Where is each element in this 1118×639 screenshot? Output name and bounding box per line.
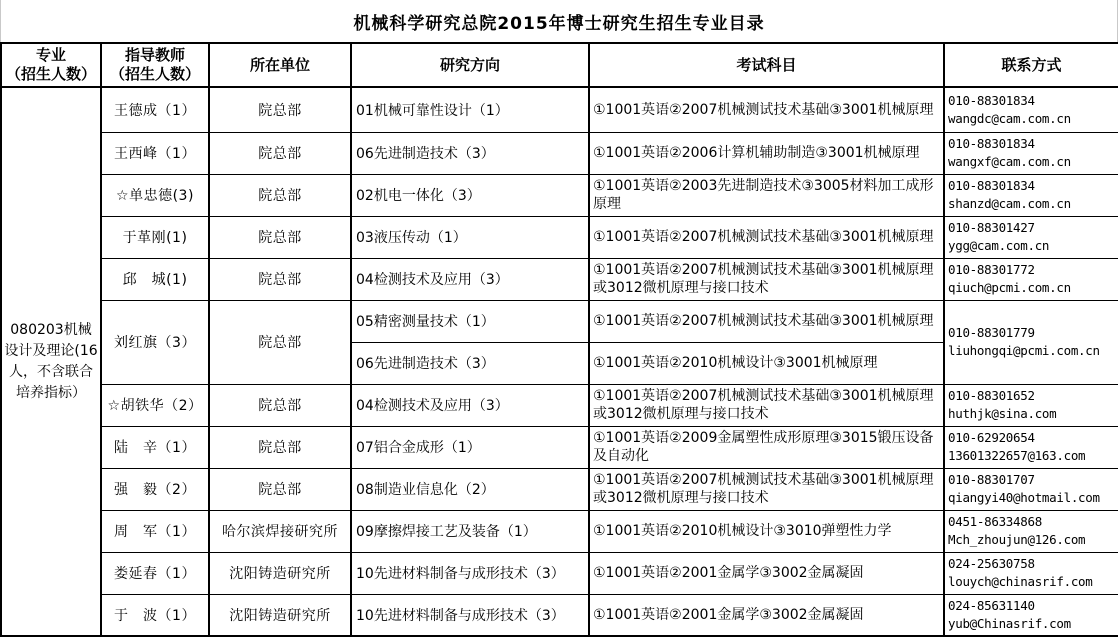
- table-row: [1, 552, 1118, 594]
- unit-cell: 院总部: [209, 384, 351, 426]
- admissions-table: [0, 42, 1118, 637]
- col-header-direction: 研究方向: [351, 43, 589, 87]
- table-row: [1, 87, 1118, 132]
- advisor-cell: ☆胡铁华（2）: [101, 384, 209, 426]
- contact-email: qiangyi40@hotmail.com: [948, 490, 1100, 505]
- exam-cell: ①1001英语②2006计算机辅助制造③3001机械原理: [589, 132, 944, 174]
- contact-cell: [944, 552, 1118, 594]
- table-row: [1, 426, 1118, 468]
- exam-cell: ①1001英语②2010机械设计③3001机械原理: [589, 342, 944, 384]
- advisor-cell: 王西峰（1）: [101, 132, 209, 174]
- contact-email: wangxf@cam.com.cn: [948, 154, 1071, 169]
- advisor-cell: 于革刚(1): [101, 216, 209, 258]
- contact-email: shanzd@cam.com.cn: [948, 196, 1071, 211]
- contact-phone: 024-25630758: [948, 555, 1035, 571]
- advisor-cell: 娄延春（1）: [101, 552, 209, 594]
- direction-cell: 02机电一体化（3）: [351, 174, 589, 216]
- table-row: [1, 258, 1118, 300]
- table-row: [1, 300, 1118, 342]
- contact-phone: 010-88301707: [948, 471, 1035, 487]
- table-row: [1, 174, 1118, 216]
- advisor-cell: 邱 城(1): [101, 258, 209, 300]
- advisor-cell: 强 毅（2）: [101, 468, 209, 510]
- direction-cell: 04检测技术及应用（3）: [351, 384, 589, 426]
- contact-phone: 0451-86334868: [948, 513, 1042, 529]
- contact-cell: [944, 132, 1118, 174]
- unit-cell: 院总部: [209, 300, 351, 384]
- advisor-cell: 周 军（1）: [101, 510, 209, 552]
- contact-cell: [944, 174, 1118, 216]
- direction-cell: 10先进材料制备与成形技术（3）: [351, 552, 589, 594]
- direction-cell: 04检测技术及应用（3）: [351, 258, 589, 300]
- unit-cell: 院总部: [209, 216, 351, 258]
- exam-cell: ①1001英语②2010机械设计③3010弹塑性力学: [589, 510, 944, 552]
- advisor-cell: 王德成（1）: [101, 87, 209, 132]
- direction-cell: 09摩擦焊接工艺及装备（1）: [351, 510, 589, 552]
- contact-email: huthjk@sina.com: [948, 406, 1057, 421]
- contact-phone: 010-88301834: [948, 92, 1035, 108]
- contact-cell: [944, 384, 1118, 426]
- contact-cell: [944, 216, 1118, 258]
- exam-cell: ①1001英语②2007机械测试技术基础③3001机械原理: [589, 300, 944, 342]
- contact-email: wangdc@cam.com.cn: [948, 110, 1071, 126]
- col-header-major-line2: （招生人数）: [5, 65, 96, 83]
- contact-cell: [944, 300, 1118, 384]
- contact-phone: 010-88301652: [948, 387, 1035, 403]
- direction-cell: 08制造业信息化（2）: [351, 468, 589, 510]
- unit-cell: 院总部: [209, 426, 351, 468]
- contact-cell: [944, 426, 1118, 468]
- direction-cell: 10先进材料制备与成形技术（3）: [351, 594, 589, 636]
- direction-cell: 06先进制造技术（3）: [351, 342, 589, 384]
- contact-email: louych@chinasrif.com: [948, 574, 1093, 589]
- exam-cell: ①1001英语②2003先进制造技术③3005材料加工成形原理: [589, 174, 944, 216]
- col-header-major-line1: 专业: [35, 46, 66, 65]
- table-row: [1, 594, 1118, 636]
- advisor-cell: ☆单忠德(3): [101, 174, 209, 216]
- exam-cell: ①1001英语②2007机械测试技术基础③3001机械原理: [589, 87, 944, 132]
- contact-phone: 024-85631140: [948, 597, 1035, 613]
- col-header-advisor-line1: 指导教师: [124, 46, 185, 65]
- table-row: [1, 132, 1118, 174]
- contact-phone: 010-88301779: [948, 324, 1035, 340]
- contact-email: ygg@cam.com.cn: [948, 238, 1050, 253]
- header-row: [1, 43, 1118, 87]
- col-header-contact: 联系方式: [944, 43, 1118, 87]
- contact-email: Mch_zhoujun@126.com: [948, 532, 1086, 547]
- unit-cell: 沈阳铸造研究所: [209, 594, 351, 636]
- direction-cell: 03液压传动（1）: [351, 216, 589, 258]
- contact-phone: 010-88301427: [948, 219, 1035, 235]
- exam-cell: ①1001英语②2001金属学③3002金属凝固: [589, 552, 944, 594]
- direction-cell: 06先进制造技术（3）: [351, 132, 589, 174]
- advisor-cell: 刘红旗（3）: [101, 300, 209, 384]
- major-cell: 080203机械设计及理论(16人，不含联合培养指标）: [1, 87, 101, 636]
- page-title: 机械科学研究总院2015年博士研究生招生专业目录: [0, 0, 1118, 42]
- exam-cell: ①1001英语②2007机械测试技术基础③3001机械原理或3012微机原理与接口技术: [589, 468, 944, 510]
- table-row: [1, 468, 1118, 510]
- col-header-advisor: [101, 43, 209, 87]
- contact-phone: 010-88301834: [948, 135, 1035, 151]
- contact-phone: 010-62920654: [948, 429, 1035, 445]
- contact-email: yub@Chinasrif.com: [948, 615, 1071, 631]
- table-row: [1, 384, 1118, 426]
- contact-phone: 010-88301772: [948, 261, 1035, 277]
- direction-cell: 01机械可靠性设计（1）: [351, 87, 589, 132]
- unit-cell: 院总部: [209, 174, 351, 216]
- exam-cell: ①1001英语②2007机械测试技术基础③3001机械原理或3012微机原理与接口技术: [589, 384, 944, 426]
- contact-email: liuhongqi@pcmi.com.cn: [948, 343, 1100, 358]
- col-header-major: [1, 43, 101, 87]
- contact-email: qiuch@pcmi.com.cn: [948, 280, 1071, 295]
- exam-cell: ①1001英语②2009金属塑性成形原理③3015锻压设备及自动化: [589, 426, 944, 468]
- exam-cell: ①1001英语②2007机械测试技术基础③3001机械原理或3012微机原理与接口技术: [589, 258, 944, 300]
- col-header-unit: 所在单位: [209, 43, 351, 87]
- unit-cell: 院总部: [209, 87, 351, 132]
- table-row: [1, 510, 1118, 552]
- unit-cell: 院总部: [209, 468, 351, 510]
- advisor-cell: 陆 辛（1）: [101, 426, 209, 468]
- unit-cell: 院总部: [209, 132, 351, 174]
- exam-cell: ①1001英语②2001金属学③3002金属凝固: [589, 594, 944, 636]
- contact-email: 13601322657@163.com: [948, 448, 1086, 463]
- contact-cell: [944, 87, 1118, 132]
- contact-cell: [944, 510, 1118, 552]
- contact-phone: 010-88301834: [948, 177, 1035, 193]
- col-header-exam: 考试科目: [589, 43, 944, 87]
- direction-cell: 05精密测量技术（1）: [351, 300, 589, 342]
- table-row: [1, 216, 1118, 258]
- advisor-cell: 于 波（1）: [101, 594, 209, 636]
- col-header-advisor-line2: （招生人数）: [109, 65, 200, 83]
- contact-cell: [944, 258, 1118, 300]
- contact-cell: [944, 468, 1118, 510]
- unit-cell: 哈尔滨焊接研究所: [209, 510, 351, 552]
- unit-cell: 院总部: [209, 258, 351, 300]
- direction-cell: 07铝合金成形（1）: [351, 426, 589, 468]
- contact-cell: [944, 594, 1118, 636]
- unit-cell: 沈阳铸造研究所: [209, 552, 351, 594]
- exam-cell: ①1001英语②2007机械测试技术基础③3001机械原理: [589, 216, 944, 258]
